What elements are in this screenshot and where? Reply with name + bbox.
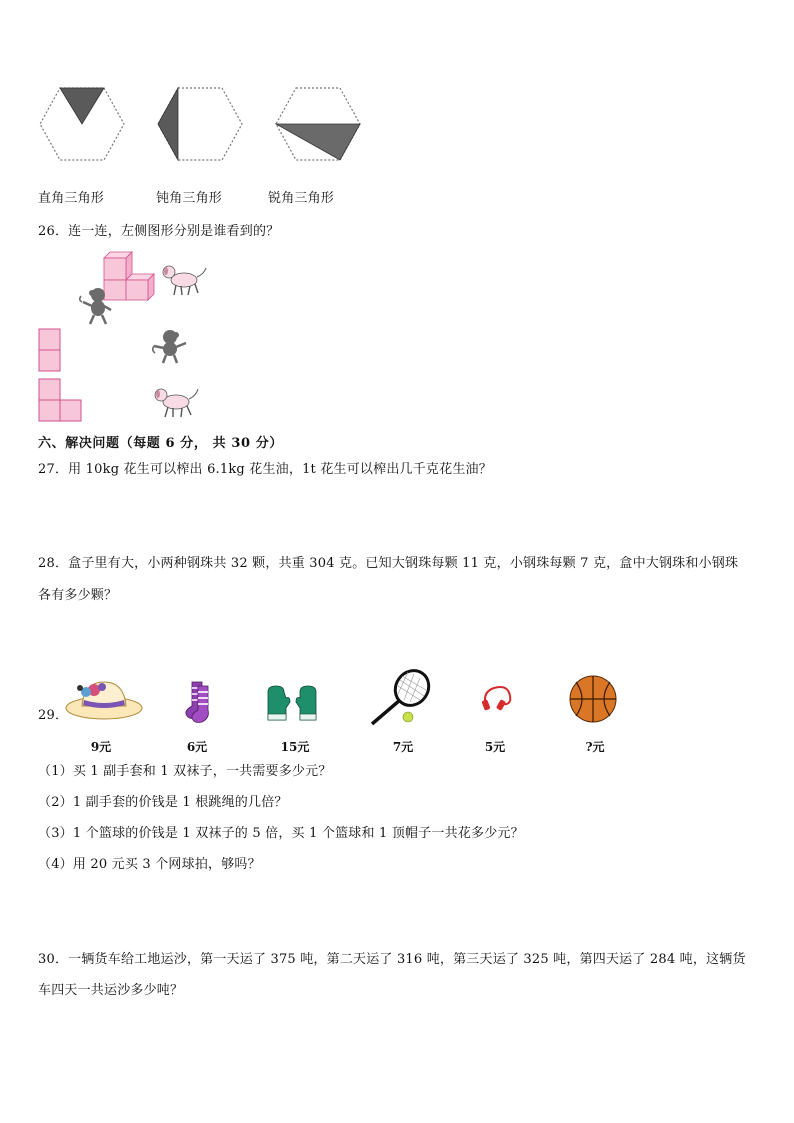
question-29-part-1: （1）买 1 副手套和 1 双袜子，一共需要多少元？: [38, 764, 332, 779]
monkey-icon-lower: [150, 328, 190, 364]
question-29-part-4: （4）用 20 元买 3 个网球拍，够吗？: [38, 857, 261, 872]
price-hat: 9元: [90, 740, 112, 754]
dog-icon-lower: [150, 384, 200, 420]
section-title: 六、解决问题（每题 6 分， 共 30 分）: [38, 436, 283, 451]
hexagon-figure-3: [274, 86, 362, 162]
hexagon-figure-1: [38, 86, 126, 162]
question-29-number: 29．: [38, 708, 69, 723]
hexagon-figure-2: [156, 86, 244, 162]
question-28-line-2: 各有多少颗？: [38, 588, 118, 603]
price-basketball: ?元: [585, 740, 605, 754]
question-26: 26．连一连，左侧图形分别是谁看到的？: [38, 224, 280, 239]
jump-rope-icon: [480, 682, 514, 712]
basketball-icon: [568, 674, 618, 724]
label-acute-triangle: 锐角三角形: [268, 191, 335, 206]
label-right-triangle: 直角三角形: [38, 191, 105, 206]
view-figure-l-shape: [38, 378, 84, 422]
gloves-icon: [262, 684, 324, 724]
question-30-line-1: 30．一辆货车给工地运沙，第一天运了 375 吨，第二天运了 316 吨，第三天运了 325 吨，第四天运了 284 吨，这辆货: [38, 952, 746, 967]
label-obtuse-triangle: 钝角三角形: [156, 191, 223, 206]
price-jump-rope: 5元: [484, 740, 506, 754]
question-28-line-1: 28．盒子里有大，小两种钢珠共 32 颗，共重 304 克。已知大钢珠每颗 11 克，小钢珠每颗 7 克，盒中大钢珠和小钢珠: [38, 556, 739, 571]
tennis-racket-icon: [368, 668, 434, 728]
price-socks: 6元: [186, 740, 208, 754]
view-figure-vertical: [38, 328, 62, 372]
price-gloves: 15元: [280, 740, 310, 754]
question-30-line-2: 车四天一共运沙多少吨？: [38, 983, 184, 998]
question-29-part-3: （3）1 个篮球的价钱是 1 双袜子的 5 倍，买 1 个篮球和 1 顶帽子一共花多少元？: [38, 826, 524, 841]
question-27: 27．用 10kg 花生可以榨出 6.1kg 花生油，1t 花生可以榨出几千克花生油？: [38, 462, 492, 477]
price-tennis-racket: 7元: [392, 740, 414, 754]
socks-icon: [182, 680, 214, 724]
monkey-icon: [78, 286, 114, 326]
dog-icon: [158, 262, 208, 298]
hat-icon: [64, 676, 144, 722]
question-29-part-2: （2）1 副手套的价钱是 1 根跳绳的几倍？: [38, 795, 288, 810]
